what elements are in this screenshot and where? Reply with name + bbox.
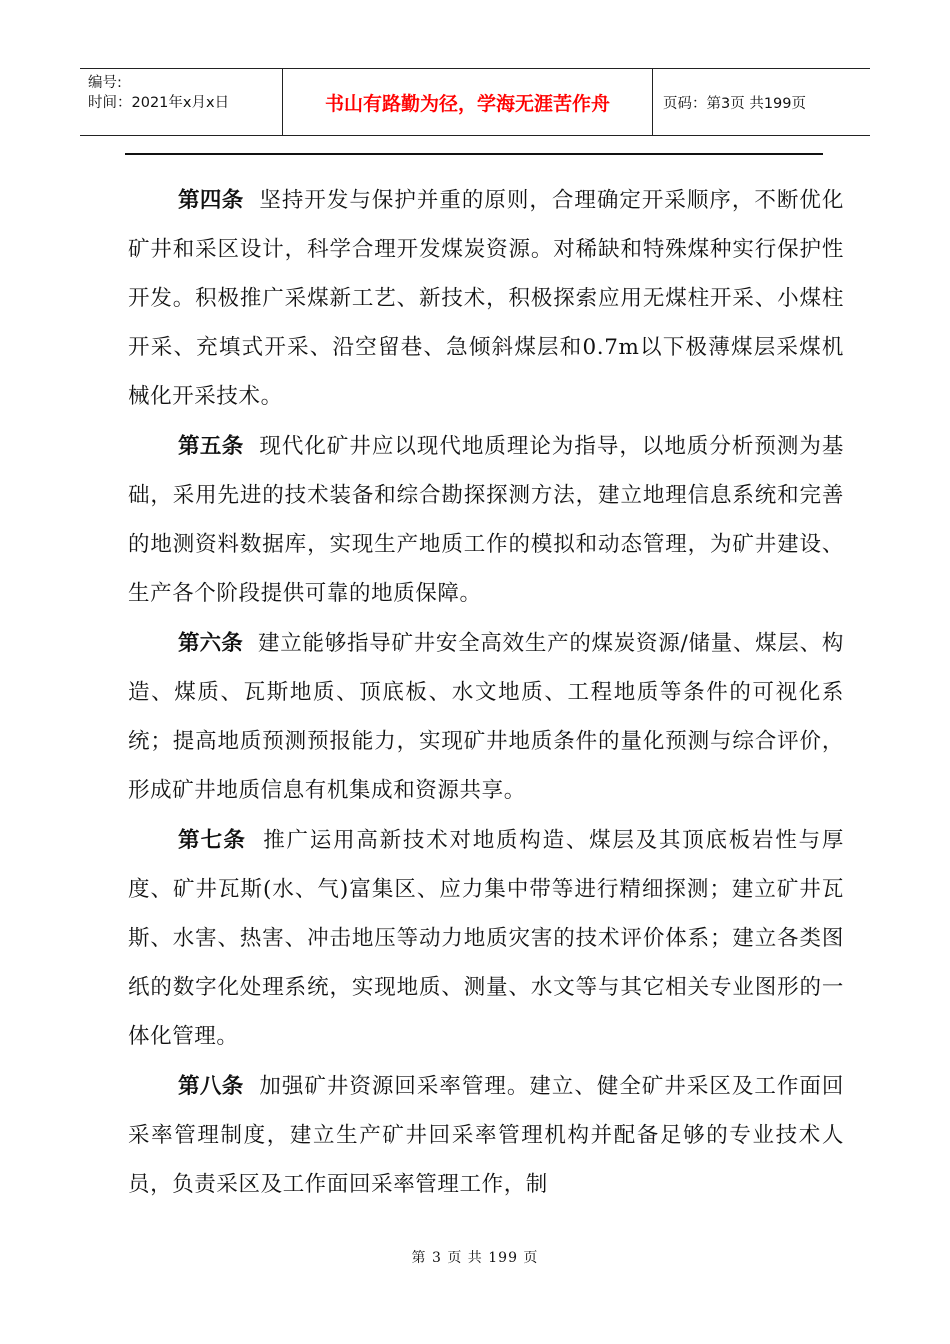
article-text: 坚持开发与保护并重的原则，合理确定开采顺序，不断优化矿井和采区设计，科学合理开发煤炭资源。对稀缺和特殊煤种实行保护性开发。积极推广采煤新工艺、新技术，积极探索应用无煤柱开采、小煤柱开采、充填式开采、沿空留巷、急倾斜煤层和0.7m以下极薄煤层采煤机械化开采技术。 [128, 188, 844, 409]
paragraph-article-5 [128, 422, 844, 618]
document-number-label: 编号: [88, 75, 122, 91]
article-text: 建立能够指导矿井安全高效生产的煤炭资源/储量、煤层、构造、煤质、瓦斯地质、顶底板、水文地质、工程地质等条件的可视化系统；提高地质预测预报能力，实现矿井地质条件的量化预测与综合评价，形成矿井地质信息有机集成和资源共享。 [128, 631, 844, 803]
article-text: 推广运用高新技术对地质构造、煤层及其顶底板岩性与厚度、矿井瓦斯(水、气)富集区、应力集中带等进行精细探测；建立矿井瓦斯、水害、热害、冲击地压等动力地质灾害的技术评价体系；建立各类图纸的数字化处理系统，实现地质、测量、水文等与其它相关专业图形的一体化管理。 [128, 828, 844, 1049]
header-motto: 书山有路勤为径，学海无涯苦作舟 [283, 69, 653, 135]
header-meta-cell [80, 69, 283, 135]
paragraph-article-6 [128, 619, 844, 815]
document-time-label: 时间：2021年x月x日 [88, 95, 230, 111]
article-text: 现代化矿井应以现代地质理论为指导，以地质分析预测为基础，采用先进的技术装备和综合勘探探测方法，建立地理信息系统和完善的地测资料数据库，实现生产地质工作的模拟和动态管理，为矿井建设、生产各个阶段提供可靠的地质保障。 [128, 434, 844, 606]
page-footer: 第 3 页 共 199 页 [411, 1250, 539, 1266]
article-heading: 第六条 [178, 631, 243, 656]
paragraph-article-4 [128, 176, 844, 421]
article-heading: 第八条 [178, 1074, 244, 1099]
article-text: 加强矿井资源回采率管理。建立、健全矿井采区及工作面回采率管理制度，建立生产矿井回采率管理机构并配备足够的专业技术人员，负责采区及工作面回采率管理工作，制 [128, 1074, 844, 1197]
header-page-label: 页码：第3页 共199页 [663, 95, 807, 112]
paragraph-article-8 [128, 1062, 844, 1209]
article-heading: 第七条 [178, 828, 247, 853]
article-heading: 第四条 [178, 188, 244, 213]
document-header [80, 68, 870, 136]
article-heading: 第五条 [178, 434, 244, 459]
document-body [128, 176, 844, 1210]
paragraph-article-7 [128, 816, 844, 1061]
header-divider [125, 153, 823, 155]
